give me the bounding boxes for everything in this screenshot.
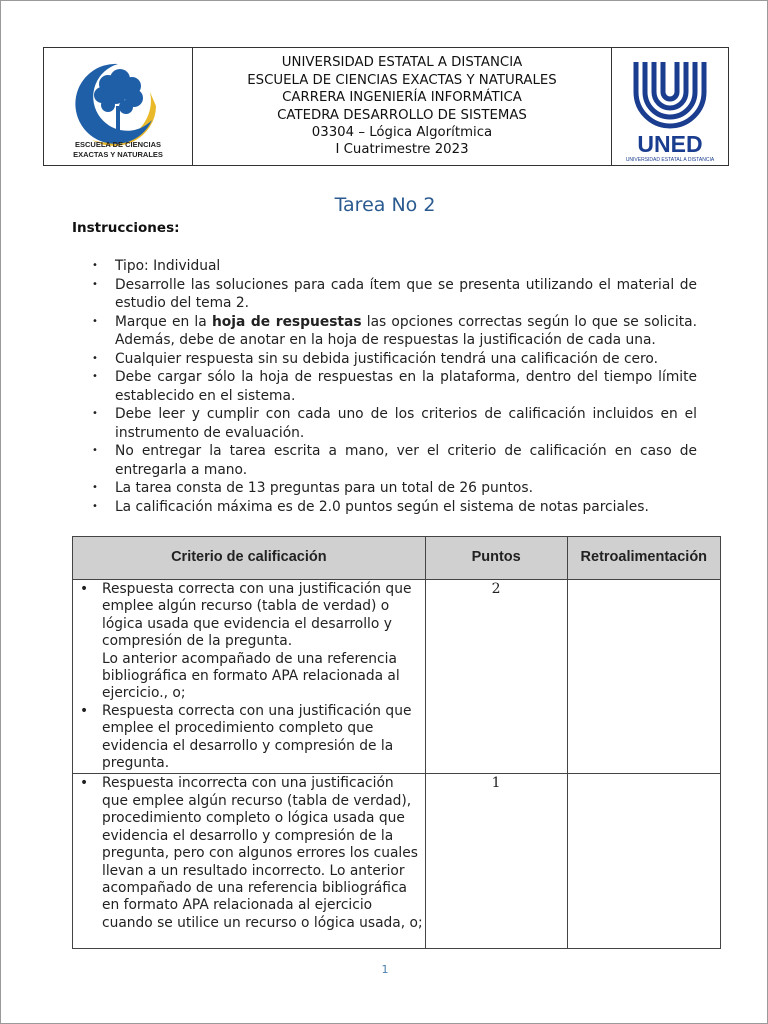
list-item: • Tipo: Individual bbox=[71, 257, 697, 276]
list-item: • Marque en la hoja de respuestas las opciones correctas según lo que se solicita. Además, debe de anotar en la hoja de respuestas la justificación de cada una. bbox=[71, 313, 697, 350]
uned-arcs-icon bbox=[612, 48, 728, 165]
tree-emblem-icon bbox=[44, 48, 193, 165]
list-item: • La calificación máxima es de 2.0 puntos según el sistema de notas parciales. bbox=[71, 498, 697, 517]
list-item: • La tarea consta de 13 preguntas para un total de 26 puntos. bbox=[71, 479, 697, 498]
school-name: ESCUELA DE CIENCIAS EXACTAS Y NATURALES bbox=[247, 72, 557, 88]
list-item: • Debe cargar sólo la hoja de respuestas en la plataforma, dentro del tiempo límite establecido en el sistema. bbox=[71, 368, 697, 405]
document-title: Tarea No 2 bbox=[334, 194, 436, 216]
criterion-bullet: • Respuesta incorrecta con una justificación que emplee algún recurso (tabla de verdad), procedimiento completo o lógica usada que evidencia el desarrollo y compresión de la pregunta, pero con algunos errores los cuales llevan a un resultado incorrecto. Lo anterior acompañado de una referencia bibliográfica en formato APA relacionada al ejercicio cuando se utilice un recurso o lógica usada, o; bbox=[74, 775, 424, 932]
university-name: UNIVERSIDAD ESTATAL A DISTANCIA bbox=[281, 55, 523, 71]
uned-logo bbox=[612, 48, 728, 165]
criterion-cell bbox=[73, 580, 426, 774]
emphasis-text: hoja de respuestas bbox=[211, 313, 362, 330]
list-item: • Debe leer y cumplir con cada uno de los criterios de calificación incluidos en el instrumento de evaluación. bbox=[71, 405, 697, 442]
course-name: 03304 – Lógica Algorítmica bbox=[311, 124, 493, 140]
svg-text:UNED: UNED bbox=[637, 131, 703, 157]
svg-text:UNIVERSIDAD ESTATAL A DISTANCI: UNIVERSIDAD ESTATAL A DISTANCIA bbox=[625, 157, 715, 163]
criterion-bullet: • Respuesta correcta con una justificación que emplee algún recurso (tabla de verdad) o lógica usada que evidencia el desarrollo y compresión de la pregunta. bbox=[74, 581, 424, 651]
career-name: CARRERA INGENIERÍA INFORMÁTICA bbox=[282, 90, 522, 106]
list-item: • Cualquier respuesta sin su debida justificación tendrá una calificación de cero. bbox=[71, 350, 697, 369]
term-name: I Cuatrimestre 2023 bbox=[335, 142, 469, 158]
points-cell: 1 bbox=[425, 774, 567, 949]
points-cell: 2 bbox=[425, 580, 567, 774]
criterion-bullet: • Respuesta correcta con una justificación que emplee el procedimiento completo que evidencia el desarrollo y compresión de la pregunta. bbox=[74, 703, 424, 773]
instructions-list bbox=[71, 257, 697, 516]
header-institution-info bbox=[193, 48, 612, 165]
instructions-heading: Instrucciones: bbox=[72, 220, 180, 236]
table-header-row bbox=[73, 537, 721, 580]
column-header-criterio: Criterio de calificación bbox=[73, 537, 426, 580]
column-header-puntos: Puntos bbox=[425, 537, 567, 580]
escuela-logo bbox=[44, 48, 193, 165]
page-number: 1 bbox=[381, 963, 389, 976]
chair-name: CATEDRA DESARROLLO DE SISTEMAS bbox=[277, 107, 527, 123]
column-header-retroalimentacion: Retroalimentación bbox=[567, 537, 720, 580]
table-row bbox=[73, 580, 721, 774]
svg-text:EXACTAS Y NATURALES: EXACTAS Y NATURALES bbox=[73, 150, 163, 159]
table-row bbox=[73, 774, 721, 949]
feedback-cell bbox=[567, 774, 720, 949]
header-table bbox=[43, 47, 729, 166]
criterion-cell bbox=[73, 774, 426, 949]
svg-text:ESCUELA DE CIENCIAS: ESCUELA DE CIENCIAS bbox=[75, 140, 161, 149]
grading-criteria-table bbox=[72, 536, 721, 949]
list-item: • Desarrolle las soluciones para cada ítem que se presenta utilizando el material de estudio del tema 2. bbox=[71, 276, 697, 313]
list-item: • No entregar la tarea escrita a mano, ver el criterio de calificación en caso de entregarla a mano. bbox=[71, 442, 697, 479]
feedback-cell bbox=[567, 580, 720, 774]
criterion-note: Lo anterior acompañado de una referencia bibliográfica en formato APA relacionada al ejercicio., o; bbox=[102, 650, 400, 702]
